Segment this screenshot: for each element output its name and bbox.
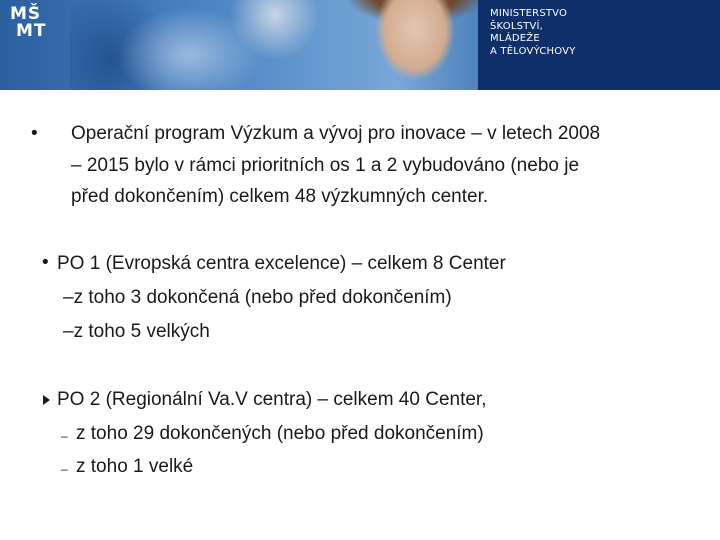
logo-line-2: MT bbox=[16, 21, 47, 41]
po2-sub-marker-1: – bbox=[61, 429, 68, 443]
po2-sub-item-1: z toho 29 dokončených (nebo před dokončením) bbox=[76, 423, 484, 444]
po1-bullet-marker: • bbox=[42, 252, 49, 273]
intro-line-2: – 2015 bylo v rámci prioritních os 1 a 2 vybudováno (nebo je bbox=[71, 155, 580, 176]
ministry-line-2: ŠKOLSTVÍ, bbox=[490, 20, 544, 32]
po2-sub-marker-2: – bbox=[61, 462, 68, 476]
ministry-line-4: A TĚLOVÝCHOVY bbox=[490, 45, 576, 57]
po1-sub-item-1: –z toho 3 dokončená (nebo před dokončením) bbox=[63, 287, 452, 308]
ministry-line-1: MINISTERSTVO bbox=[490, 8, 568, 19]
triangle-bullet-icon bbox=[43, 395, 50, 405]
ministry-line-3: MLÁDEŽE bbox=[490, 33, 540, 44]
intro-line-1: Operační program Výzkum a vývoj pro inovace – v letech 2008 bbox=[71, 123, 601, 144]
intro-line-3: před dokončením) celkem 48 výzkumných center. bbox=[71, 186, 489, 207]
po2-heading: PO 2 (Regionální Va.V centra) – celkem 40 Center, bbox=[57, 389, 487, 410]
intro-bullet-marker: • bbox=[31, 123, 38, 144]
po1-sub-item-2: –z toho 5 velkých bbox=[63, 321, 210, 342]
logo-line-1: MŠ bbox=[10, 4, 42, 24]
po2-sub-item-2: z toho 1 velké bbox=[76, 456, 194, 477]
po1-heading: PO 1 (Evropská centra excelence) – celkem 8 Center bbox=[57, 253, 506, 274]
